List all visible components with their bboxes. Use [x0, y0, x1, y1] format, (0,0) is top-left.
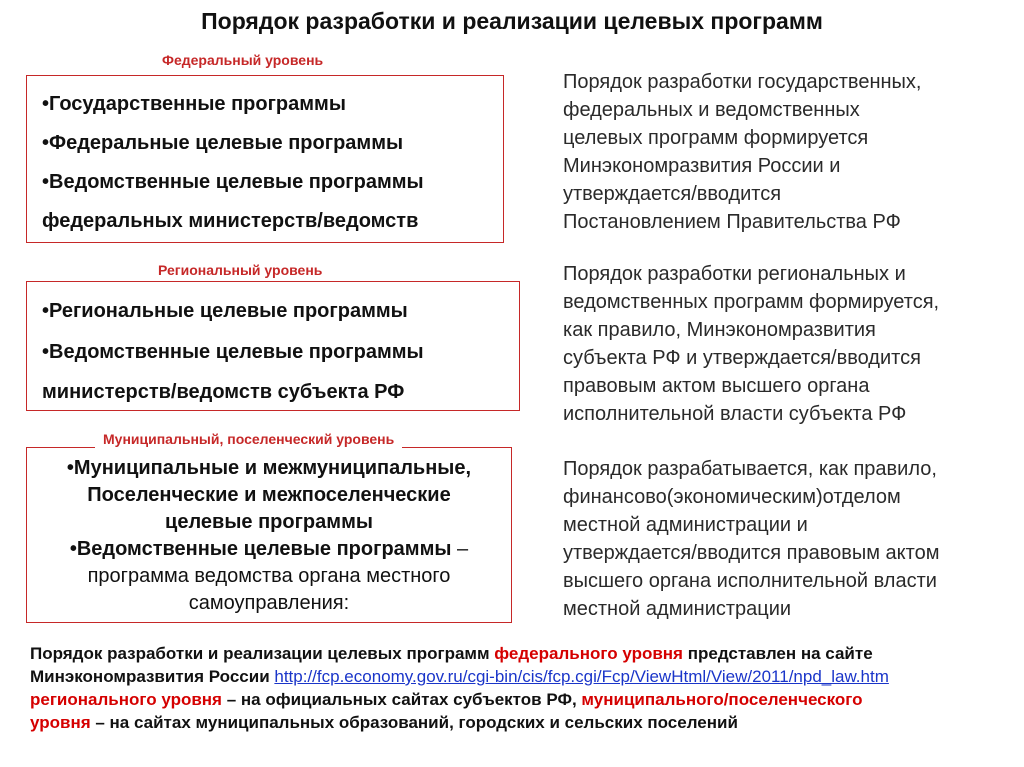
regional-description	[563, 260, 939, 428]
municipal-desc-line: местной администрации	[563, 598, 792, 620]
footer-text: – на сайтах муниципальных образований, городских и сельских поселений	[90, 713, 738, 732]
regional-level-label: Региональный уровень	[150, 261, 330, 279]
municipal-desc-line: высшего органа исполнительной власти	[563, 570, 937, 592]
regional-desc-line: Порядок разработки региональных и	[563, 263, 906, 285]
ministry-law-link[interactable]: http://fcp.economy.gov.ru/cgi-bin/cis/fcp.cgi/Fcp/ViewHtml/View/2011/npd_law.htm	[274, 667, 889, 686]
federal-desc-line: Минэкономразвития России и	[563, 155, 841, 177]
regional-desc-line: субъекта РФ и утверждается/вводится	[563, 347, 921, 369]
municipal-description	[563, 455, 939, 623]
municipal-desc-line: Порядок разрабатывается, как правило,	[563, 458, 937, 480]
page-title: Порядок разработки и реализации целевых программ	[201, 8, 823, 34]
municipal-desc-line: местной администрации и	[563, 514, 808, 536]
footer-text: представлен на сайте	[682, 644, 873, 663]
federal-item-2: •Федеральные целевые программы	[42, 132, 404, 154]
federal-item-3: •Ведомственные целевые программы	[42, 171, 424, 193]
footer-note	[30, 642, 1005, 734]
footer-line-3	[30, 688, 1005, 711]
federal-desc-line: федеральных и ведомственных	[563, 99, 860, 121]
municipal-item-1: •Муниципальные и межмуниципальные,	[66, 457, 472, 479]
footer-line-2	[30, 665, 1005, 688]
federal-desc-line: утверждается/вводится	[563, 183, 782, 205]
federal-desc-line: Порядок разработки государственных,	[563, 71, 922, 93]
federal-desc-line: Постановлением Правительства РФ	[563, 211, 901, 233]
federal-item-1: •Государственные программы	[42, 93, 346, 115]
municipal-item-1-cont: Поселенческие и межпоселенческие	[87, 484, 451, 506]
regional-item-1: •Региональные целевые программы	[42, 300, 408, 322]
municipal-item-2-desc: программа ведомства органа местного	[87, 565, 451, 587]
federal-desc-line: целевых программ формируется	[563, 127, 869, 149]
municipal-level-highlight: муниципального/поселенческого	[581, 690, 863, 709]
federal-level-box	[26, 75, 504, 243]
municipal-item-2	[27, 537, 511, 561]
regional-level-box	[26, 281, 520, 411]
municipal-item-2-dash: –	[451, 538, 469, 560]
municipal-desc-line: утверждается/вводится правовым актом	[563, 542, 940, 564]
regional-desc-line: правовым актом высшего органа	[563, 375, 870, 397]
footer-text: Минэкономразвития России	[30, 667, 275, 686]
regional-desc-line: как правило, Минэкономразвития	[563, 319, 876, 341]
federal-level-label: Федеральный уровень	[154, 51, 331, 69]
municipal-level-box	[26, 447, 512, 623]
regional-desc-line: исполнительной власти субъекта РФ	[563, 403, 907, 425]
footer-text: – на официальных сайтах субъектов РФ,	[221, 690, 582, 709]
regional-desc-line: ведомственных программ формируется,	[563, 291, 940, 313]
federal-level-highlight: федерального уровня	[494, 644, 683, 663]
federal-item-4: федеральных министерств/ведомств	[42, 210, 419, 232]
municipal-desc-line: финансово(экономическим)отделом	[563, 486, 901, 508]
footer-text: Порядок разработки и реализации целевых программ	[30, 644, 495, 663]
municipal-item-2-title: •Ведомственные целевые программы	[69, 538, 452, 560]
footer-line-4	[30, 711, 1005, 734]
footer-line-1	[30, 642, 1005, 665]
municipal-item-2-desc-end: самоуправления:	[188, 592, 350, 614]
municipal-level-highlight-end: уровня	[30, 713, 91, 732]
regional-item-3: министерств/ведомств субъекта РФ	[42, 381, 405, 403]
federal-description	[563, 68, 921, 236]
regional-level-highlight: регионального уровня	[30, 690, 222, 709]
municipal-level-label: Муниципальный, поселенческий уровень	[95, 430, 402, 448]
regional-item-2: •Ведомственные целевые программы	[42, 341, 424, 363]
municipal-item-1-end: целевые программы	[165, 511, 373, 533]
